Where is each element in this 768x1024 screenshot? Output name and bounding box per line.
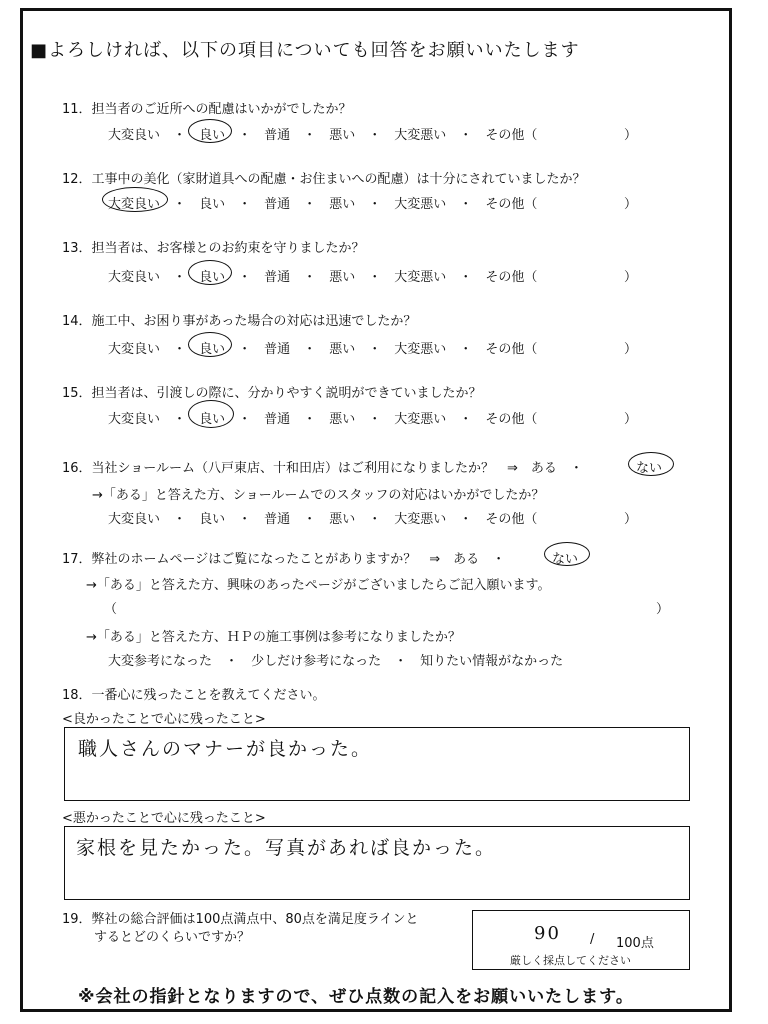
opt-normal[interactable]: 普通 — [264, 270, 291, 285]
good-memory-label: <良かったことで心に残ったこと> — [62, 712, 266, 727]
question-19-line2: するとどのくらいですか？ — [94, 930, 251, 945]
opt-normal[interactable]: 普通 — [264, 412, 291, 427]
score-max: 100点 — [616, 936, 654, 951]
opt-bad[interactable]: 悪い — [329, 342, 356, 357]
question-19-line1: 19．弊社の総合評価は100点満点中、80点を満足度ラインと — [62, 912, 419, 927]
sep: ・ — [459, 342, 473, 357]
closing-note: ※会社の指針となりますので、ぜひ点数の記入をお願いいたします。 — [78, 987, 634, 1007]
q14-selection-circle — [188, 332, 232, 357]
sep: ・ — [238, 412, 252, 427]
opt-very-bad[interactable]: 大変悪い — [394, 128, 447, 143]
opt-good[interactable]: 良い — [199, 342, 226, 357]
sep: ・ — [238, 270, 252, 285]
question-11: 11．担当者のご近所への配慮はいかがでしたか？ — [62, 102, 352, 117]
good-memory-answer: 職人さんのマナーが良かった。 — [78, 738, 373, 760]
opt-very-bad[interactable]: 大変悪い — [394, 270, 447, 285]
opt-other[interactable]: その他（ — [485, 512, 538, 527]
opt-very-good[interactable]: 大変良い — [108, 270, 161, 285]
sep: ・ — [238, 128, 252, 143]
q17-paren-open: （ — [104, 602, 118, 617]
sep: ・ — [459, 128, 473, 143]
q17-options — [108, 650, 563, 669]
sep: ・ — [303, 342, 317, 357]
paren-close: ） — [624, 512, 638, 527]
paren-close: ） — [624, 412, 638, 427]
sep: ・ — [459, 270, 473, 285]
sep: ・ — [173, 270, 187, 285]
score-value: 90 — [534, 923, 561, 944]
sep: ・ — [225, 654, 239, 669]
sep: ・ — [303, 512, 317, 527]
score-note: 厳しく採点してください — [510, 954, 631, 967]
q11-options — [108, 124, 537, 143]
sep: ・ — [238, 197, 252, 212]
q17-selection-circle — [544, 542, 590, 566]
question-13: 13．担当者は、お客様とのお約束を守りましたか？ — [62, 241, 365, 256]
question-18: 18．一番心に残ったことを教えてください。 — [62, 688, 326, 703]
opt-other[interactable]: その他（ — [485, 412, 538, 427]
opt-normal[interactable]: 普通 — [264, 197, 291, 212]
opt-good[interactable]: 良い — [199, 197, 226, 212]
opt-good[interactable]: 良い — [199, 128, 226, 143]
sep: ・ — [459, 197, 473, 212]
question-14: 14．施工中、お困り事があった場合の対応は迅速でしたか？ — [62, 314, 417, 329]
opt-very-bad[interactable]: 大変悪い — [394, 512, 447, 527]
opt-very-good[interactable]: 大変良い — [108, 342, 161, 357]
q12-options — [108, 193, 537, 212]
question-16: 16．当社ショールーム（八戸東店、十和田店）はご利用になりましたか？ ⇒ ある ・ — [62, 461, 583, 476]
sep: ・ — [303, 128, 317, 143]
opt-slightly-useful[interactable]: 少しだけ参考になった — [251, 654, 382, 669]
q11-selection-circle — [188, 119, 232, 143]
opt-not-useful[interactable]: 知りたい情報がなかった — [420, 654, 564, 669]
q16-answer-no[interactable]: ない — [636, 461, 663, 476]
q14-options — [108, 338, 537, 357]
score-slash: / — [590, 932, 595, 947]
opt-bad[interactable]: 悪い — [329, 270, 356, 285]
sep: ・ — [303, 270, 317, 285]
opt-very-useful[interactable]: 大変参考になった — [108, 654, 213, 669]
q17-answer-no[interactable]: ない — [552, 552, 579, 567]
sep: ・ — [173, 412, 187, 427]
sep: ・ — [303, 412, 317, 427]
opt-bad[interactable]: 悪い — [329, 412, 356, 427]
bad-memory-answer: 家根を見たかった。写真があれば良かった。 — [76, 837, 497, 859]
opt-very-bad[interactable]: 大変悪い — [394, 197, 447, 212]
opt-very-good[interactable]: 大変良い — [108, 128, 161, 143]
sep: ・ — [173, 512, 187, 527]
opt-very-good[interactable]: 大変良い — [108, 197, 161, 212]
q16-followup: →「ある」と答えた方、ショールームでのスタッフの対応はいかがでしたか？ — [92, 488, 545, 503]
opt-bad[interactable]: 悪い — [329, 197, 356, 212]
opt-normal[interactable]: 普通 — [264, 128, 291, 143]
opt-other[interactable]: その他（ — [485, 128, 538, 143]
q13-selection-circle — [188, 260, 232, 285]
opt-very-bad[interactable]: 大変悪い — [394, 342, 447, 357]
opt-very-bad[interactable]: 大変悪い — [394, 412, 447, 427]
opt-bad[interactable]: 悪い — [329, 128, 356, 143]
question-17: 17．弊社のホームページはご覧になったことがありますか？ ⇒ ある ・ — [62, 552, 506, 567]
sep: ・ — [368, 270, 382, 285]
opt-very-good[interactable]: 大変良い — [108, 412, 161, 427]
q17-followup-2: →「ある」と答えた方、ＨＰの施工事例は参考になりましたか？ — [86, 630, 461, 645]
paren-close: ） — [624, 197, 638, 212]
sep: ・ — [368, 512, 382, 527]
q15-selection-circle — [188, 400, 234, 428]
opt-good[interactable]: 良い — [199, 270, 226, 285]
sep: ・ — [368, 128, 382, 143]
sep: ・ — [459, 412, 473, 427]
opt-other[interactable]: その他（ — [485, 197, 538, 212]
bad-memory-label: <悪かったことで心に残ったこと> — [62, 811, 266, 826]
opt-other[interactable]: その他（ — [485, 342, 538, 357]
sep: ・ — [394, 654, 408, 669]
sep: ・ — [238, 342, 252, 357]
q16-selection-circle — [628, 452, 674, 476]
question-12: 12．工事中の美化（家財道具への配慮・お住まいへの配慮）は十分にされていましたか？ — [62, 172, 586, 187]
opt-bad[interactable]: 悪い — [329, 512, 356, 527]
sep: ・ — [173, 128, 187, 143]
opt-other[interactable]: その他（ — [485, 270, 538, 285]
intro-heading: ■よろしければ、以下の項目についても回答をお願いいたします — [30, 40, 580, 61]
paren-close: ） — [624, 128, 638, 143]
q16-options — [108, 508, 537, 527]
sep: ・ — [368, 342, 382, 357]
sep: ・ — [173, 342, 187, 357]
sep: ・ — [368, 197, 382, 212]
sep: ・ — [238, 512, 252, 527]
q17-followup-1: →「ある」と答えた方、興味のあったページがございましたらご記入願います。 — [86, 578, 551, 593]
sep: ・ — [173, 197, 187, 212]
question-15: 15．担当者は、引渡しの際に、分かりやすく説明ができていましたか？ — [62, 386, 482, 401]
opt-good[interactable]: 良い — [199, 412, 226, 427]
sep: ・ — [459, 512, 473, 527]
sep: ・ — [303, 197, 317, 212]
paren-close: ） — [624, 342, 638, 357]
opt-very-good[interactable]: 大変良い — [108, 512, 161, 527]
q17-paren-close: ） — [656, 602, 670, 617]
q15-options — [108, 408, 537, 427]
opt-normal[interactable]: 普通 — [264, 512, 291, 527]
sep: ・ — [368, 412, 382, 427]
opt-normal[interactable]: 普通 — [264, 342, 291, 357]
opt-good[interactable]: 良い — [199, 512, 226, 527]
q12-selection-circle — [102, 187, 168, 212]
q13-options — [108, 266, 537, 285]
paren-close: ） — [624, 270, 638, 285]
